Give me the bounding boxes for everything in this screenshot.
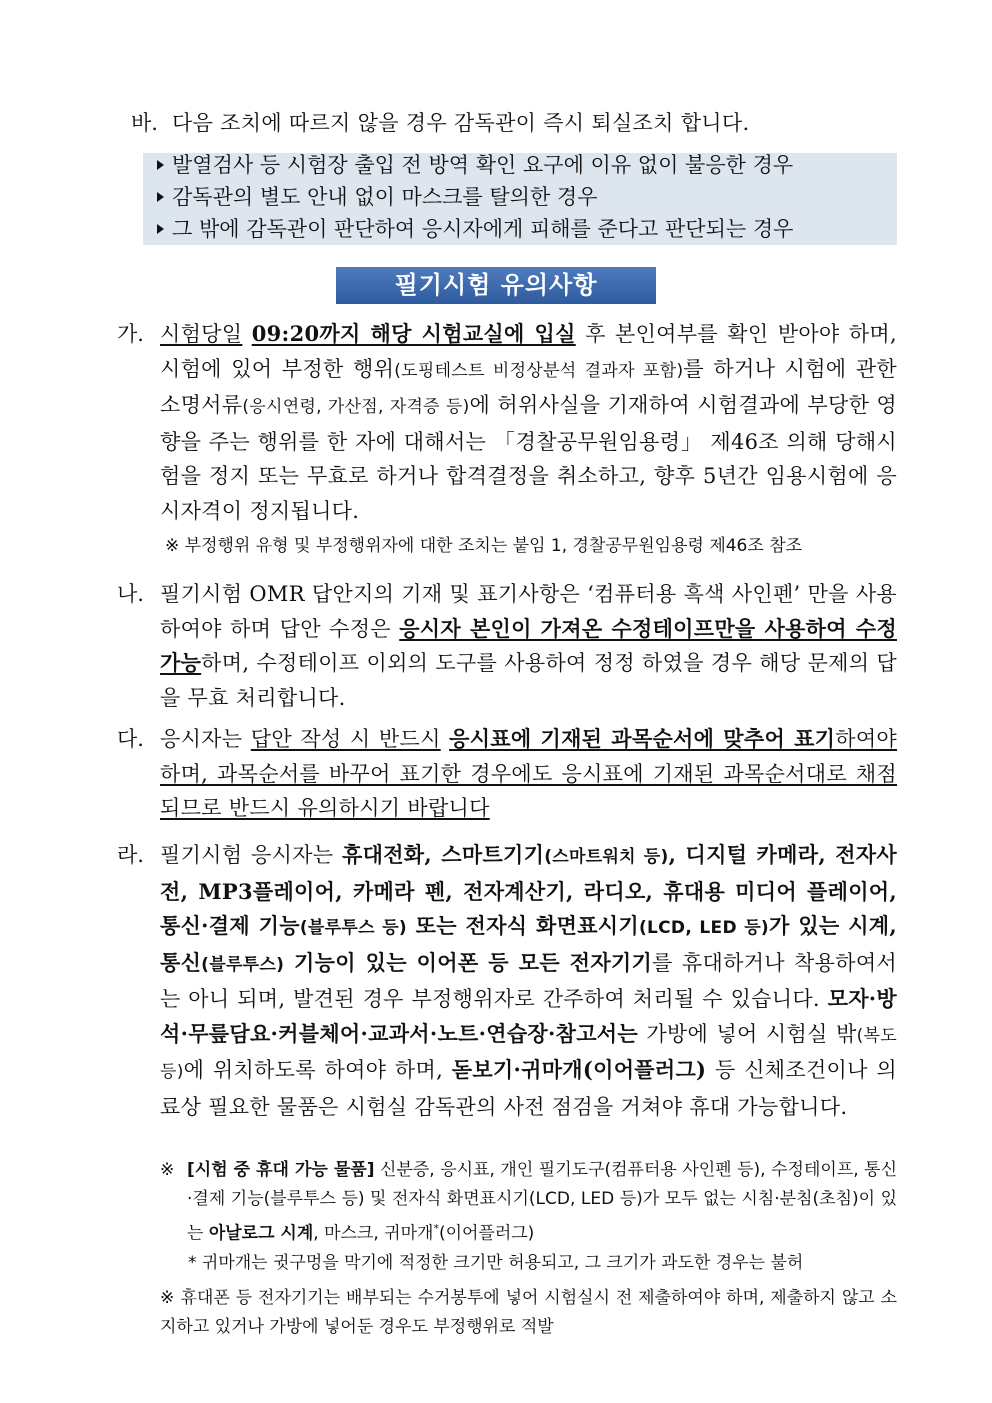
item-label-da: 다. (117, 727, 144, 751)
ra-note-earplug: * 귀마개는 귓구멍을 막기에 적정한 크기만 허용되고, 그 크기가 과도한 경우는 불허 (188, 1253, 804, 1273)
ga-note: ※ 부정행위 유형 및 부정행위자에 대한 조치는 붙임 1, 경찰공무원임용령 제46조 참조 (165, 536, 803, 556)
ra-note-text-3: (이어플러그) (438, 1223, 535, 1244)
ra-devices-6: (LCD, LED 등) (638, 918, 770, 938)
da-text-1: 응시자는 (160, 727, 243, 751)
ra-text-11: 를 휴대하거나 착용하여서는 아니 되며, 발견된 경우 부정행위자로 간주하여 처리될 수 있습니다. (160, 950, 897, 1011)
ra-devices-8: (블루투스) (201, 954, 285, 975)
ra-text-1: 필기시험 응시자는 (160, 843, 334, 867)
bullet-text: 발열검사 등 시험장 출입 전 방역 확인 요구에 이유 없이 불응한 경우 (172, 153, 794, 177)
section-title: 필기시험 유의사항 (336, 267, 656, 304)
triangle-bullet-icon (157, 224, 164, 234)
bullet-item (157, 150, 793, 180)
ra-note-allowed-title: [시험 중 휴대 가능 물품] (187, 1160, 375, 1180)
ra-devices-5: 또는 전자식 화면표시기 (406, 913, 639, 938)
ga-text-3: 후 본인여부를 확인 받아야 하며, 시험에 있어 부정한 행위 (160, 322, 897, 381)
item-da-text (160, 722, 897, 826)
ra-devices-2: (스마트워치 등) (544, 847, 669, 867)
ra-devices-9: 기능이 있는 이어폰 등 모든 전자기기 (284, 949, 653, 975)
na-text-1: 필기시험 OMR 답안지의 기재 및 표기사항은 ‘컴퓨터용 흑색 사인펜’ 만을 사용하여야 하며 답안 수정은 (160, 582, 897, 641)
ra-devices-3: , 디지털 카메라, 전자사전, MP3플레이어, 카메라 펜, 전자계산기, 라디오, 휴대용 미디어 플레이어, 통신·결제 기능 (160, 842, 897, 938)
na-text-3: 하며, 수정테이프 이외의 도구를 사용하여 정정 하였을 경우 해당 문제의 답을 무효 처리합니다. (160, 651, 897, 710)
ra-note-analog-watch: 아날로그 시계 (208, 1223, 314, 1244)
ra-text-13: 가방에 넣어 시험실 밖 (637, 1021, 857, 1046)
ra-text-14: (복도 등) (160, 1025, 897, 1082)
item-na-text (160, 577, 897, 715)
item-ba-text: 다음 조치에 따르지 않을 경우 감독관이 즉시 퇴실조치 합니다. (172, 111, 750, 135)
ra-devices-1: 휴대전화, 스마트기기 (342, 842, 545, 867)
ga-text-7: 에 허위사실을 기재하여 시험결과에 부당한 영향을 주는 행위를 한 자에 대해서는 「경찰공무원임용령」 제46조 의해 당해시험을 정지 또는 무효로 하거나 합격결정을 취소하고, 향후 5년간 임용시험에 응시자격이 정지됩니다. (160, 393, 898, 523)
item-label-ba: 바. (131, 111, 158, 135)
ra-note-text-1: 신분증, 응시표, 개인 필기도구(컴퓨터용 사인펜 등), 수정테이프, 통신·결제 기능(블루투스 등) 및 전자식 화면표시기(LCD, LED 등)가 모두 없는 시침·분침(초침)이 있는 (187, 1160, 897, 1244)
ga-text-4: (도핑테스트 비정상분석 결과자 포함) (394, 360, 684, 381)
triangle-bullet-icon (157, 192, 164, 202)
ga-entry-time: 09:20까지 해당 시험교실에 입실 (251, 321, 576, 346)
ra-text-15: 에 위치하도록 하여야 하며, (183, 1058, 444, 1082)
triangle-bullet-icon (157, 160, 164, 170)
ra-devices-4: (블루투스 등) (299, 918, 407, 938)
da-subject-order: 응시표에 기재된 과목순서에 맞추어 표기 (449, 726, 836, 751)
item-ra-text (160, 838, 897, 1124)
item-label-ra: 라. (117, 843, 144, 867)
ra-note-sup: * (433, 1222, 439, 1235)
ra-devices-7: 가 있는 시계, 통신 (160, 913, 897, 975)
item-label-ga: 가. (117, 322, 144, 346)
ra-note-phone: ※ 휴대폰 등 전자기기는 배부되는 수거봉투에 넣어 시험실시 전 제출하여야 하며, 제출하지 않고 소지하고 있거나 가방에 넣어둔 경우도 부정행위로 적발 (160, 1288, 897, 1337)
na-correction-tape: 응시자 본인이 가져온 수정테이프만을 사용하여 수정 가능 (160, 615, 897, 675)
ga-text-6: (응시연령, 가산점, 자격증 등) (242, 397, 470, 417)
da-text-4: 하여야 하며, 과목순서를 바꾸어 표기한 경우에도 응시표에 기재된 과목순서대로 채점되므로 반드시 유의하시기 바랍니다 (160, 727, 898, 820)
ra-items-medical: 돋보기·귀마개(이어플러그) (451, 1057, 707, 1082)
ra-note-allowed-items (187, 1156, 897, 1249)
bullet-text: 그 밖에 감독관이 판단하여 응시자에게 피해를 준다고 판단되는 경우 (172, 217, 794, 241)
ra-note-text-2: , 마스크, 귀마개 (313, 1223, 434, 1244)
ga-text-1: 시험당일 (160, 322, 243, 346)
ra-text-17: 등 신체조건이나 의료상 필요한 물품은 시험실 감독관의 사전 점검을 거쳐야 휴대 가능합니다. (160, 1058, 897, 1119)
item-ga-text (160, 317, 897, 528)
ga-text-5: 를 하거나 시험에 관한 소명서류 (160, 356, 897, 417)
bullet-item (157, 182, 597, 212)
ra-note-mark: ※ (160, 1160, 175, 1180)
ra-items-bag: 모자·방석·무릎담요·커블체어·교과서·노트·연습장·참고서는 (160, 986, 897, 1046)
item-label-na: 나. (117, 582, 144, 606)
da-text-2: 답안 작성 시 반드시 (250, 727, 441, 751)
bullet-text: 감독관의 별도 안내 없이 마스크를 탈의한 경우 (172, 185, 598, 209)
bullet-item (157, 214, 793, 244)
